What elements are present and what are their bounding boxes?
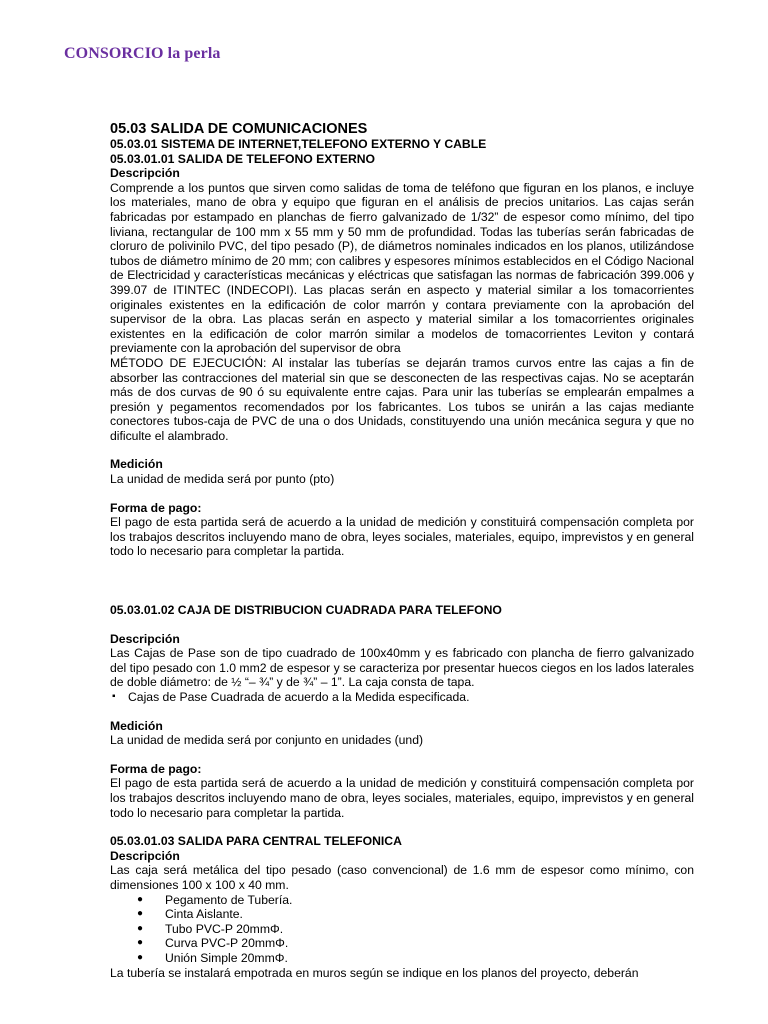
description-text: Las Cajas de Pase son de tipo cuadrado de 100x40mm y es fabricado con plancha de fierro galvanizado del tipo pesado con 1.0 mm2 de espesor y se caracteriza por presentar huecos ciegos en los lados laterales de doble diámetro: de ½ “– ¾” y de ¾” – 1”. La caja consta de tapa.: [110, 646, 694, 690]
section-title: 05.03 SALIDA DE COMUNICACIONES: [110, 121, 368, 137]
description-text: Comprende a los puntos que sirven como salidas de toma de teléfono que figuran en los planos, e incluye los materiales, mano de obra y equipo que figuran en el análisis de precios unitarios. Las cajas serán fabricadas por estampado en planchas de fierro galvanizado de 1/32” de espesor como mínimo, del tipo liviana, rectangular de 100 mm x 55 mm y 50 mm de profundidad. Todas las tuberías serán fabricadas de cloruro de polivinilo PVC, del tipo pesado (P), de diámetros nominales indicados en los planos, utilizándose tubos de diámetro mínimo de 20 mm; con calibres y espesores mínimos establecidos en el Código Nacional de Electricidad y características mecánicas y eléctricas que satisfagan las normas de fabricación 399.006 y 399.07 de ITINTEC (INDECOPI). Las placas serán en aspecto y material similar a los tomacorrientes originales existentes en la edificación de color marrón y contara previamente con la aprobación del supervisor de la obra. Las placas serán en aspecto y material similar a los tomacorrientes originales existentes en la edificación de color marrón similar a modelos de tomacorrientes Leviton y contará previamente con la aprobación del supervisor de obra: [110, 180, 694, 356]
bullet-icon: ●: [137, 893, 144, 905]
payment-text: El pago de esta partida será de acuerdo a la unidad de medición y constituirá compensación completa por los trabajos descritos incluyendo mano de obra, leyes sociales, materiales, equipo, imprevistos y en general todo lo necesario para completar la partida.: [110, 776, 694, 820]
bullet-icon: ●: [137, 951, 144, 963]
list-item: ● Curva PVC-P 20mmΦ.: [137, 936, 289, 951]
measurement-label: Medición: [110, 457, 163, 472]
measurement-text: La unidad de medida será por conjunto en unidades (und): [110, 733, 424, 748]
document-body: [110, 122, 694, 980]
bullet-icon: ●: [137, 908, 144, 920]
method-text: MÉTODO DE EJECUCIÓN: Al instalar las tuberías se dejarán tramos curvos entre las cajas a fin de absorber las contracciones del material sin que se desconecten de las respectivas cajas. No se aceptarán más de dos curvas de 90 ó su equivalente entre cajas. Para unir las tuberías se emplearán empalmes a presión y pegamentos recomendados por los fabricantes. Los tubos se unirán a las cajas mediante conectores tubos-caja de PVC de una o dos Unidads, constituyendo una unión mecánica segura y que no dificulte el alambrado.: [110, 355, 694, 443]
subsection-title: 05.03.01.01 SALIDA DE TELEFONO EXTERNO: [110, 151, 376, 166]
measurement-label: Medición: [110, 718, 163, 733]
list-item: ● Unión Simple 20mmΦ.: [137, 950, 288, 965]
payment-label: Forma de pago:: [110, 500, 202, 515]
subsection-title: 05.03.01 SISTEMA DE INTERNET,TELEFONO EXTERNO Y CABLE: [110, 137, 487, 151]
payment-label: Forma de pago:: [110, 761, 202, 776]
description-label: Descripción: [110, 848, 180, 863]
company-header: CONSORCIO la perla: [64, 45, 221, 62]
square-bullet-icon: ▪: [112, 691, 116, 702]
list-item: ● Cinta Aislante.: [137, 907, 243, 922]
bullet-icon: ●: [137, 937, 144, 949]
description-label: Descripción: [110, 166, 180, 181]
final-text: La tubería se instalará empotrada en muros según se indique en los planos del proyecto, deberán: [110, 965, 639, 980]
bullet-icon: ●: [137, 922, 144, 934]
list-item: [110, 690, 694, 705]
section-title: 05.03.01.03 SALIDA PARA CENTRAL TELEFONICA: [110, 834, 402, 849]
list-item: ● Tubo PVC-P 20mmΦ.: [137, 921, 284, 936]
list-item-text: Cajas de Pase Cuadrada de acuerdo a la Medida especificada.: [128, 690, 470, 704]
description-label: Descripción: [110, 631, 180, 646]
description-text: Las caja será metálica del tipo pesado (caso convencional) de 1.6 mm de espesor como mínimo, con dimensiones 100 x 100 x 40 mm.: [110, 863, 694, 892]
payment-text: El pago de esta partida será de acuerdo a la unidad de medición y constituirá compensación completa por los trabajos descritos incluyendo mano de obra, leyes sociales, materiales, equipo, imprevistos y en general todo lo necesario para completar la partida.: [110, 515, 694, 559]
measurement-text: La unidad de medida será por punto (pto): [110, 472, 335, 487]
list-item: ● Pegamento de Tubería.: [137, 892, 293, 907]
section-title: 05.03.01.02 CAJA DE DISTRIBUCION CUADRADA PARA TELEFONO: [110, 603, 502, 618]
materials-list: [110, 893, 694, 966]
